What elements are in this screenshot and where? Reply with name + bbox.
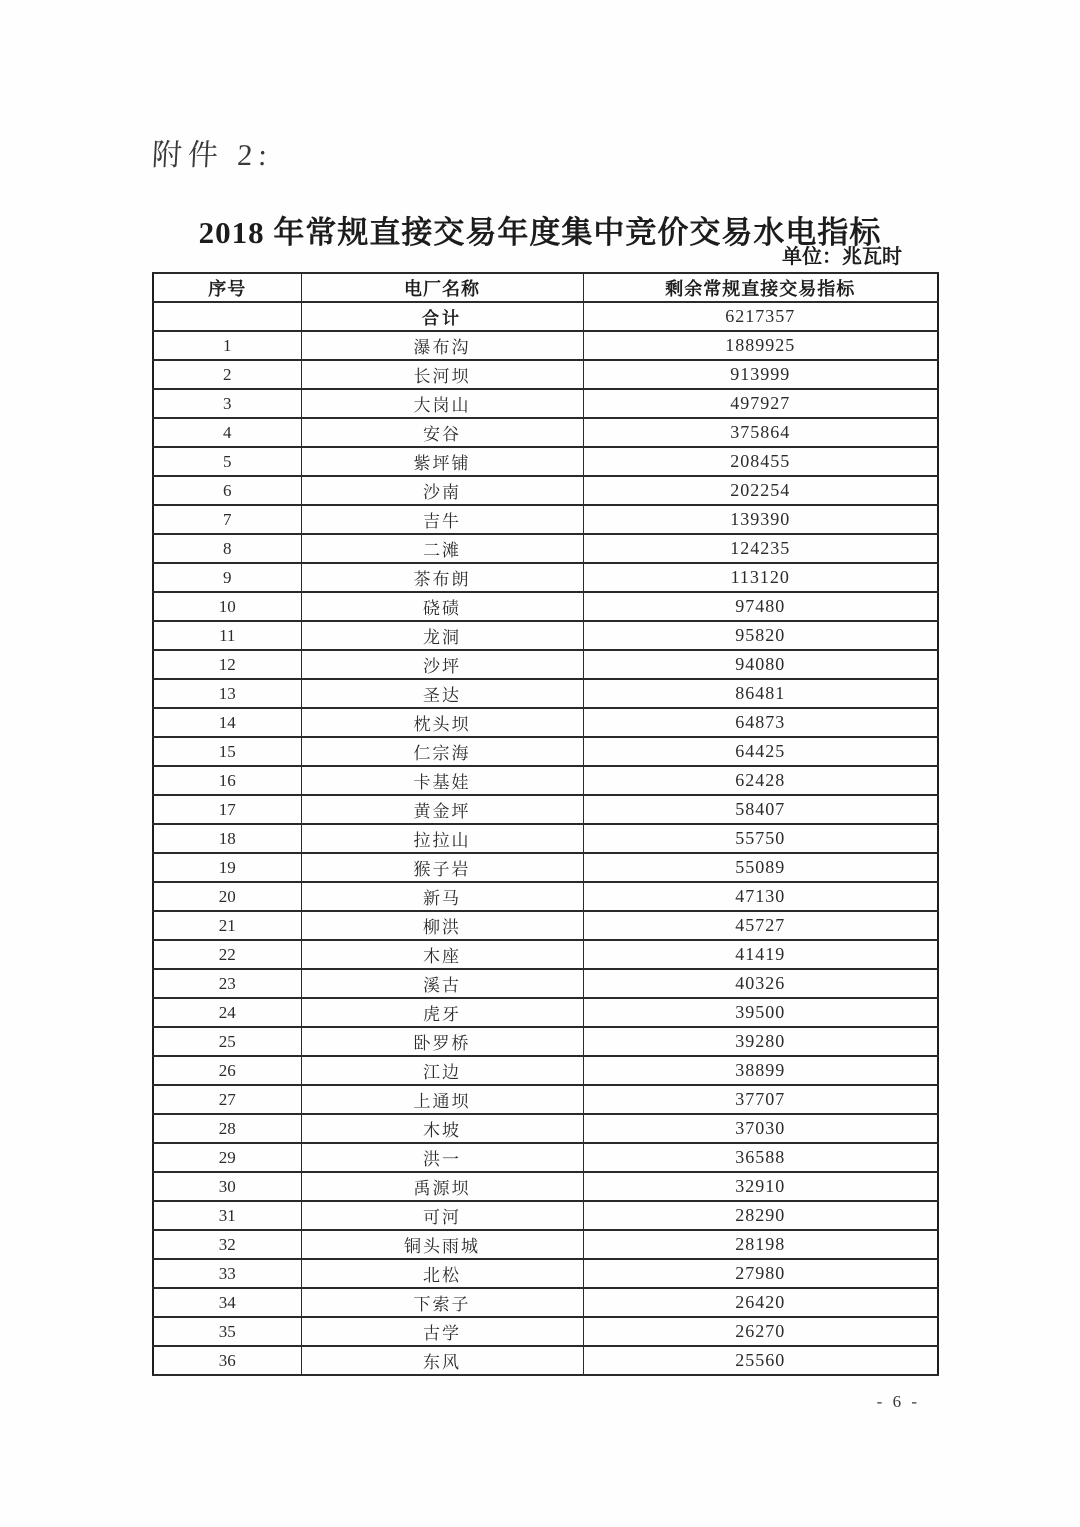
plant-name-cell: 黄金坪 bbox=[301, 795, 583, 824]
row-index-cell: 1 bbox=[153, 331, 301, 360]
plant-name-cell: 瀑布沟 bbox=[301, 331, 583, 360]
row-index-cell: 21 bbox=[153, 911, 301, 940]
plant-name-cell: 溪古 bbox=[301, 969, 583, 998]
indicator-value-cell: 95820 bbox=[583, 621, 938, 650]
table-row bbox=[153, 853, 938, 882]
table-row bbox=[153, 476, 938, 505]
table-row bbox=[153, 1085, 938, 1114]
page-number: - 6 - bbox=[876, 1392, 920, 1411]
plant-name-cell: 枕头坝 bbox=[301, 708, 583, 737]
table-row bbox=[153, 1027, 938, 1056]
row-index-cell: 36 bbox=[153, 1346, 301, 1375]
table-row bbox=[153, 447, 938, 476]
unit-label: 单位：兆瓦时 bbox=[782, 246, 902, 268]
plant-name-cell: 安谷 bbox=[301, 418, 583, 447]
plant-name-cell: 新马 bbox=[301, 882, 583, 911]
row-index-cell: 18 bbox=[153, 824, 301, 853]
plant-name-cell: 铜头雨城 bbox=[301, 1230, 583, 1259]
table-body bbox=[153, 302, 938, 1375]
row-index-cell: 15 bbox=[153, 737, 301, 766]
plant-name-cell: 卡基娃 bbox=[301, 766, 583, 795]
table-row bbox=[153, 969, 938, 998]
plant-name-cell: 二滩 bbox=[301, 534, 583, 563]
header-index: 序号 bbox=[153, 273, 301, 302]
table-row bbox=[153, 824, 938, 853]
indicator-value-cell: 47130 bbox=[583, 882, 938, 911]
table-row bbox=[153, 998, 938, 1027]
indicator-value-cell: 38899 bbox=[583, 1056, 938, 1085]
table-row bbox=[153, 708, 938, 737]
row-index-cell: 3 bbox=[153, 389, 301, 418]
indicator-value-cell: 37707 bbox=[583, 1085, 938, 1114]
table-row bbox=[153, 882, 938, 911]
table-row bbox=[153, 331, 938, 360]
indicator-value-cell: 58407 bbox=[583, 795, 938, 824]
indicator-value-cell: 208455 bbox=[583, 447, 938, 476]
indicator-value-cell: 25560 bbox=[583, 1346, 938, 1375]
attachment-label: 附件 2: bbox=[150, 139, 274, 172]
indicator-value-cell: 28198 bbox=[583, 1230, 938, 1259]
row-index-cell: 20 bbox=[153, 882, 301, 911]
row-index-cell: 4 bbox=[153, 418, 301, 447]
plant-name-cell: 木座 bbox=[301, 940, 583, 969]
indicator-value-cell: 202254 bbox=[583, 476, 938, 505]
table-row bbox=[153, 1114, 938, 1143]
indicator-value-cell: 27980 bbox=[583, 1259, 938, 1288]
plant-name-cell: 长河坝 bbox=[301, 360, 583, 389]
row-index-cell bbox=[153, 302, 301, 331]
plant-name-cell: 可河 bbox=[301, 1201, 583, 1230]
row-index-cell: 32 bbox=[153, 1230, 301, 1259]
indicator-value-cell: 497927 bbox=[583, 389, 938, 418]
row-index-cell: 5 bbox=[153, 447, 301, 476]
plant-name-cell: 洪一 bbox=[301, 1143, 583, 1172]
table-row bbox=[153, 766, 938, 795]
plant-name-cell: 古学 bbox=[301, 1317, 583, 1346]
table-row bbox=[153, 795, 938, 824]
indicator-value-cell: 64873 bbox=[583, 708, 938, 737]
row-index-cell: 34 bbox=[153, 1288, 301, 1317]
row-index-cell: 22 bbox=[153, 940, 301, 969]
plant-name-cell: 沙坪 bbox=[301, 650, 583, 679]
row-index-cell: 19 bbox=[153, 853, 301, 882]
total-row bbox=[153, 302, 938, 331]
table-row bbox=[153, 940, 938, 969]
indicator-value-cell: 28290 bbox=[583, 1201, 938, 1230]
row-index-cell: 35 bbox=[153, 1317, 301, 1346]
plant-name-cell: 大岗山 bbox=[301, 389, 583, 418]
table-row bbox=[153, 911, 938, 940]
header-remaining-indicator: 剩余常规直接交易指标 bbox=[583, 273, 938, 302]
hydro-indicator-table bbox=[152, 272, 939, 1376]
indicator-value-cell: 6217357 bbox=[583, 302, 938, 331]
plant-name-cell: 北松 bbox=[301, 1259, 583, 1288]
table-row bbox=[153, 534, 938, 563]
row-index-cell: 6 bbox=[153, 476, 301, 505]
indicator-value-cell: 86481 bbox=[583, 679, 938, 708]
row-index-cell: 13 bbox=[153, 679, 301, 708]
table-row bbox=[153, 592, 938, 621]
plant-name-cell: 圣达 bbox=[301, 679, 583, 708]
indicator-value-cell: 64425 bbox=[583, 737, 938, 766]
table-row bbox=[153, 563, 938, 592]
plant-name-cell: 柳洪 bbox=[301, 911, 583, 940]
row-index-cell: 17 bbox=[153, 795, 301, 824]
plant-name-cell: 仁宗海 bbox=[301, 737, 583, 766]
indicator-value-cell: 55089 bbox=[583, 853, 938, 882]
row-index-cell: 16 bbox=[153, 766, 301, 795]
indicator-value-cell: 36588 bbox=[583, 1143, 938, 1172]
plant-name-cell: 吉牛 bbox=[301, 505, 583, 534]
row-index-cell: 2 bbox=[153, 360, 301, 389]
table-row bbox=[153, 621, 938, 650]
row-index-cell: 9 bbox=[153, 563, 301, 592]
row-index-cell: 10 bbox=[153, 592, 301, 621]
row-index-cell: 12 bbox=[153, 650, 301, 679]
plant-name-cell: 沙南 bbox=[301, 476, 583, 505]
plant-name-cell: 硗碛 bbox=[301, 592, 583, 621]
row-index-cell: 24 bbox=[153, 998, 301, 1027]
table-row bbox=[153, 1056, 938, 1085]
indicator-value-cell: 1889925 bbox=[583, 331, 938, 360]
row-index-cell: 30 bbox=[153, 1172, 301, 1201]
plant-name-cell: 紫坪铺 bbox=[301, 447, 583, 476]
plant-name-cell: 禹源坝 bbox=[301, 1172, 583, 1201]
plant-name-cell: 拉拉山 bbox=[301, 824, 583, 853]
table-row bbox=[153, 679, 938, 708]
row-index-cell: 28 bbox=[153, 1114, 301, 1143]
table-row bbox=[153, 650, 938, 679]
plant-name-cell: 虎牙 bbox=[301, 998, 583, 1027]
row-index-cell: 27 bbox=[153, 1085, 301, 1114]
row-index-cell: 7 bbox=[153, 505, 301, 534]
indicator-value-cell: 97480 bbox=[583, 592, 938, 621]
indicator-value-cell: 45727 bbox=[583, 911, 938, 940]
indicator-value-cell: 37030 bbox=[583, 1114, 938, 1143]
table-row bbox=[153, 1259, 938, 1288]
table-row bbox=[153, 1346, 938, 1375]
table-row bbox=[153, 1201, 938, 1230]
indicator-value-cell: 26420 bbox=[583, 1288, 938, 1317]
indicator-value-cell: 32910 bbox=[583, 1172, 938, 1201]
row-index-cell: 8 bbox=[153, 534, 301, 563]
table-row bbox=[153, 737, 938, 766]
plant-name-cell: 东风 bbox=[301, 1346, 583, 1375]
row-index-cell: 26 bbox=[153, 1056, 301, 1085]
indicator-value-cell: 41419 bbox=[583, 940, 938, 969]
row-index-cell: 29 bbox=[153, 1143, 301, 1172]
plant-name-cell: 茶布朗 bbox=[301, 563, 583, 592]
table-row bbox=[153, 389, 938, 418]
row-index-cell: 25 bbox=[153, 1027, 301, 1056]
table-row bbox=[153, 1172, 938, 1201]
indicator-value-cell: 94080 bbox=[583, 650, 938, 679]
row-index-cell: 33 bbox=[153, 1259, 301, 1288]
plant-name-cell: 上通坝 bbox=[301, 1085, 583, 1114]
indicator-value-cell: 913999 bbox=[583, 360, 938, 389]
row-index-cell: 31 bbox=[153, 1201, 301, 1230]
table-row bbox=[153, 1288, 938, 1317]
row-index-cell: 23 bbox=[153, 969, 301, 998]
plant-name-cell: 猴子岩 bbox=[301, 853, 583, 882]
table-row bbox=[153, 1143, 938, 1172]
plant-name-cell: 卧罗桥 bbox=[301, 1027, 583, 1056]
row-index-cell: 11 bbox=[153, 621, 301, 650]
table-header-row bbox=[153, 273, 938, 302]
indicator-value-cell: 39280 bbox=[583, 1027, 938, 1056]
table-row bbox=[153, 418, 938, 447]
plant-name-cell: 木坡 bbox=[301, 1114, 583, 1143]
plant-name-cell: 下索子 bbox=[301, 1288, 583, 1317]
indicator-value-cell: 40326 bbox=[583, 969, 938, 998]
indicator-value-cell: 62428 bbox=[583, 766, 938, 795]
indicator-value-cell: 39500 bbox=[583, 998, 938, 1027]
indicator-value-cell: 26270 bbox=[583, 1317, 938, 1346]
document-title: 2018 年常规直接交易年度集中竞价交易水电指标 bbox=[198, 214, 882, 250]
table-row bbox=[153, 1317, 938, 1346]
table-row bbox=[153, 360, 938, 389]
header-plant-name: 电厂名称 bbox=[301, 273, 583, 302]
indicator-value-cell: 113120 bbox=[583, 563, 938, 592]
indicator-value-cell: 124235 bbox=[583, 534, 938, 563]
indicator-value-cell: 375864 bbox=[583, 418, 938, 447]
indicator-value-cell: 55750 bbox=[583, 824, 938, 853]
row-index-cell: 14 bbox=[153, 708, 301, 737]
table-row bbox=[153, 505, 938, 534]
indicator-value-cell: 139390 bbox=[583, 505, 938, 534]
plant-name-cell: 龙洞 bbox=[301, 621, 583, 650]
plant-name-cell: 合计 bbox=[301, 302, 583, 331]
plant-name-cell: 江边 bbox=[301, 1056, 583, 1085]
table-row bbox=[153, 1230, 938, 1259]
